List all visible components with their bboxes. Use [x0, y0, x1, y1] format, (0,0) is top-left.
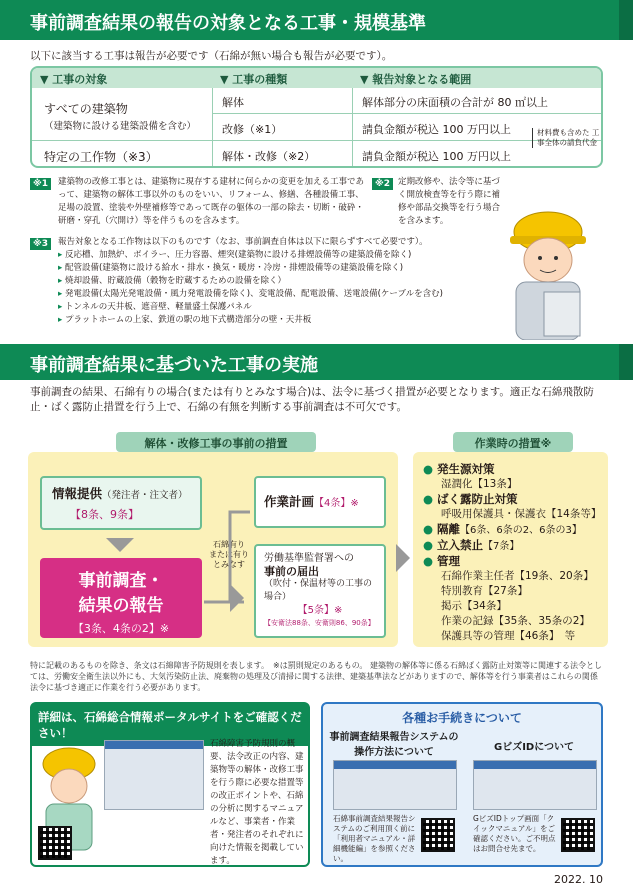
plan-title: 作業計画【4条】※ — [264, 494, 359, 509]
list-item: ▸ 反応槽、加熱炉、ボイラー、圧力容器、煙突(建築物に設ける排煙設備等の建築設備を除く) — [58, 249, 478, 262]
measure-head: ● 管理 — [423, 554, 608, 569]
arrow-down — [106, 538, 134, 552]
note3 — [58, 236, 478, 327]
table-divider — [212, 88, 213, 166]
procedures-title: 各種お手続きについて — [402, 711, 522, 725]
list-item: ▸ 焼却設備、貯蔵設備（穀物を貯蔵するための設備を除く） — [58, 275, 478, 288]
info-ref: 【8条、9条】 — [70, 508, 139, 521]
list-item: ▸ 発電設備(太陽光発電設備・風力発電設備を除く)、変電設備、配電設備、送電設備(ケーブルを含む) — [58, 288, 478, 301]
survey-title2: 結果の報告 — [78, 596, 164, 616]
measure-item: 特別教育【27条】 — [441, 585, 528, 597]
notify-line2: 事前の届出 — [264, 565, 319, 578]
note3-list — [58, 249, 478, 327]
section1-intro: 以下に該当する工事は報告が必要です（石綿が無い場合も報告が必要です）。 — [30, 50, 393, 62]
side-note: 材料費も含めた 工事全体の請負代金 — [532, 128, 602, 148]
measure-head: ● ばく露防止対策 — [423, 492, 608, 507]
header-range: ▼ 報告対象となる範囲 — [360, 73, 472, 86]
table-header — [32, 68, 601, 88]
row2-target: 特定の工作物（※3） — [44, 150, 158, 164]
criteria-table — [30, 66, 603, 168]
row1a-range: 解体部分の床面積の合計が 80 ㎡以上 — [362, 96, 548, 109]
table-row — [212, 113, 603, 114]
measure-item: 湿潤化【13条】 — [441, 478, 518, 490]
during-measures-list — [423, 462, 608, 644]
fine-print: 特に記載のあるものを除き、条文は石綿障害予防規則を表します。 ※は罰則規定のあるもの。 建築物の解体等に係る石綿ばく露防止対策等に関連する法令としては、労働安全衛生法以外にも、大気汚染防止法、廃棄物の処理及び清掃に関する法律、建築基準法などがありますので、解体等を行う事業者はこれらの関係法令に基づき適正に作業を行う必要があります。 — [30, 661, 602, 692]
note1-badge: ※1 — [30, 178, 51, 190]
section2-intro: 事前調査の結果、石綿有りの場合(または有りとみなす場合)は、法令に基づく措置が必要となります。適正な石綿飛散防止・ばく露防止措置を行う上で、石綿の有無を判断する事前調査は不可欠です。 — [30, 386, 594, 413]
arrow-right — [396, 544, 410, 572]
system-manual-title[interactable]: 事前調査結果報告システムの操作方法について — [329, 732, 459, 758]
during-measures-label: 作業時の措置※ — [453, 432, 573, 452]
list-item: ▸ プラットホームの上家、鉄道の駅の地下式構造部分の壁・天井板 — [58, 314, 478, 327]
info-box — [40, 476, 202, 530]
measure-row: ● 立入禁止【7条】 — [423, 538, 608, 554]
plan-box — [254, 476, 386, 528]
section2-title: 事前調査結果に基づいた工事の実施 — [0, 344, 633, 380]
measure-head: ● 発生源対策 — [423, 462, 608, 477]
branch-lines — [204, 492, 254, 652]
gbiz-title[interactable]: GビズIDについて — [493, 742, 575, 753]
notify-line3: （吹付・保温材等の工事の場合） — [264, 579, 373, 602]
title-accent — [619, 344, 633, 380]
note3-intro: 報告対象となる工作物は以下のものです（なお、事前調査自体は以下に限らずすべて必要です）。 — [58, 237, 428, 247]
system-screenshot — [333, 760, 457, 810]
header-target: ▼ 工事の対象 — [40, 73, 108, 86]
system-text: 石綿事前調査結果報告システムのご利用頂く前に「利用者マニュアル・詳細機能編」を参照ください。 — [333, 814, 416, 863]
measure-head: ● 隔離 — [423, 522, 460, 536]
portal-title[interactable]: 詳細は、石綿総合情報ポータルサイトをご確認ください！ — [32, 704, 308, 746]
row1-target-sub: （建築物に設ける建築設備を含む） — [44, 121, 197, 132]
row2-range: 請負金額が税込 100 万円以上 — [362, 150, 511, 163]
qr-code[interactable] — [421, 818, 455, 852]
procedures-box — [321, 702, 603, 867]
measure-head: ● 立入禁止 — [423, 538, 483, 552]
list-item: ▸ 配管設備(建築物に設ける給水・排水・換気・暖房・冷房・排煙設備等の建築設備を除く) — [58, 262, 478, 275]
title-accent — [619, 0, 633, 40]
pre-measures-label: 解体・改修工事の事前の措置 — [116, 432, 316, 452]
gbiz-screenshot — [473, 760, 597, 810]
notify-box — [254, 544, 386, 638]
gbiz-text: GビズIDトップ画面「クイックマニュアル」をご確認ください。ご不明点はお問合せ先まで。 — [473, 814, 556, 853]
table-row — [32, 140, 601, 141]
survey-title1: 事前調査・ — [78, 571, 164, 591]
measure-item: 石綿作業主任者【19条、20条】 — [441, 570, 594, 582]
note2-text: 定期改修や、法令等に基づく開放検査等を行う際に補修や部品交換等を行う場合を含みます。 — [398, 177, 501, 226]
section1-title: 事前調査結果の報告の対象となる工事・規模基準 — [0, 0, 633, 40]
notify-ref-small: 【安衛法88条、安衛則86、90条】 — [264, 619, 375, 627]
measure-row: ● 隔離【6条、6条の2、6条の3】 — [423, 522, 608, 538]
header-type: ▼ 工事の種類 — [220, 73, 288, 86]
row1b-type: 改修（※1） — [222, 123, 283, 136]
portal-text: 石綿障害予防規則の概要、法令改正の内容、建築物等の解体・改修工事を行う際に必要な措置等の改正ポイントや、石綿の分析に関するマニュアルなど、事業者・作業者・発注者のそれぞれに向けた情報を掲載しています。 — [210, 739, 304, 866]
notify-ref: 【5条】※ — [297, 605, 343, 616]
survey-box — [40, 558, 202, 638]
survey-ref: 【3条、4条の2】※ — [72, 622, 170, 635]
notify-line1: 労働基準監督署への — [264, 553, 354, 564]
row1b-range: 請負金額が税込 100 万円以上 — [362, 123, 511, 136]
measure-item: 呼吸用保護具・保護衣【14条等】 — [441, 508, 602, 520]
row2-type: 解体・改修（※2） — [222, 150, 316, 163]
measure-item: 保護具等の管理【46条】 等 — [441, 630, 576, 642]
qr-code[interactable] — [561, 818, 595, 852]
issue-date: 2022. 10 — [554, 873, 603, 886]
note2-badge: ※2 — [372, 178, 393, 190]
note1-text: 建築物の改修工事とは、建築物に現存する建材に何らかの変更を加える工事であって、建築物の解体工事以外のものをいい、リフォーム、修繕、各種設備工事、足場の設置、塗装や外壁補修等であって既存の躯体の一部の除去・切断・破砕・研磨・穿孔（穴開け）等を伴うものを含みます。 — [58, 177, 365, 226]
worker-illustration — [488, 180, 608, 340]
note3-badge: ※3 — [30, 238, 51, 250]
portal-box[interactable] — [30, 702, 310, 867]
list-item: ▸ トンネルの天井板、遮音壁、軽量盛土保護パネル — [58, 301, 478, 314]
table-divider — [352, 88, 353, 166]
measure-item: 作業の記録【35条、35条の2】 — [441, 615, 590, 627]
qr-code[interactable] — [38, 826, 72, 860]
portal-screenshot — [104, 740, 204, 810]
measure-item: 掲示【34条】 — [441, 600, 507, 612]
row1-target: すべての建築物 — [44, 102, 128, 116]
row1a-type: 解体 — [222, 96, 244, 109]
measures-diagram — [28, 432, 608, 647]
info-title: 情報提供（発注者・注文者） — [52, 486, 188, 501]
branch-label: 石綿有り または有り とみなす — [209, 540, 249, 569]
